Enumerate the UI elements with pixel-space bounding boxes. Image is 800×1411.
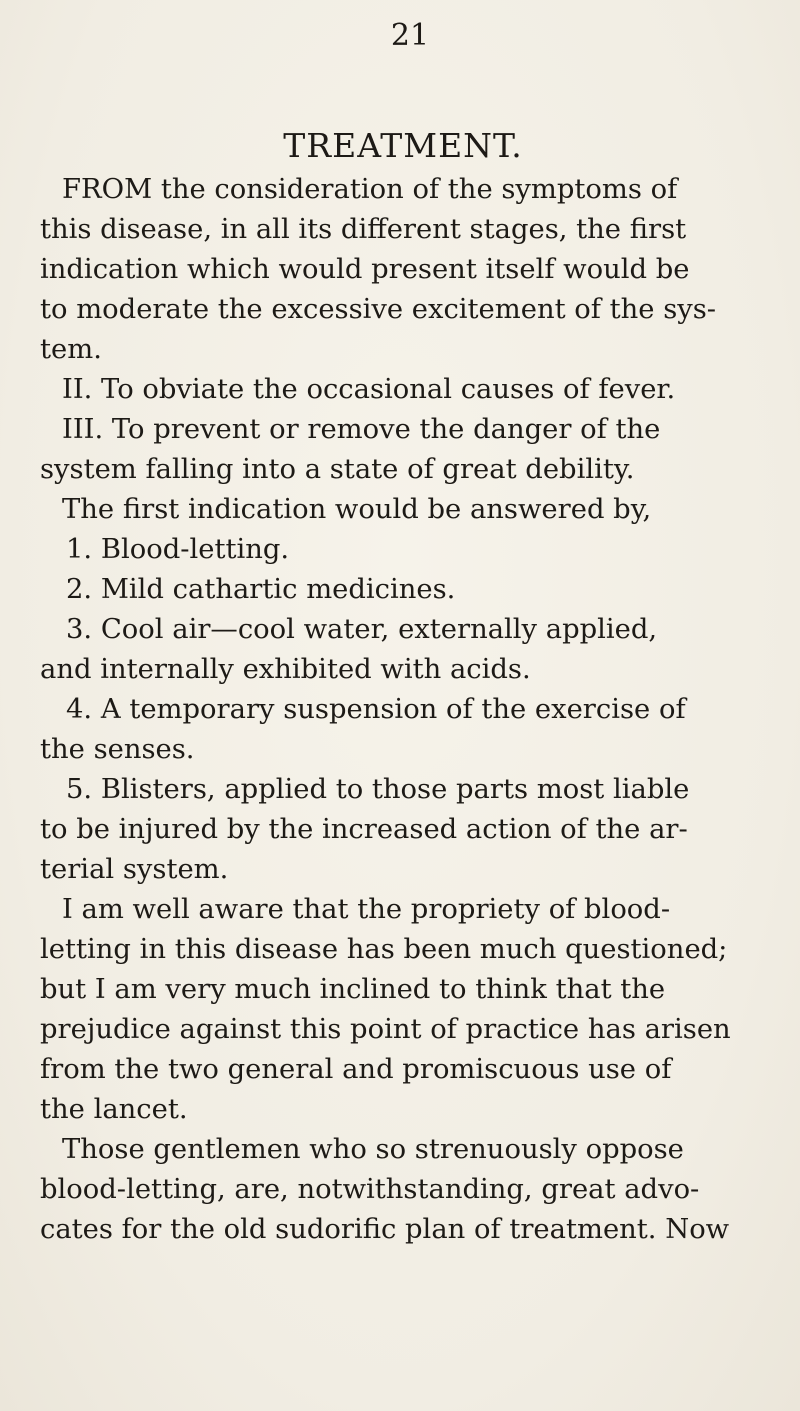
text-line: to moderate the excessive excitement of the sys-: [40, 294, 717, 325]
text-line: and internally exhibited with acids.: [40, 654, 531, 685]
text-line: from the two general and promiscuous use of: [40, 1054, 672, 1085]
text-line: The first indication would be answered by,: [62, 494, 652, 525]
text-line: 5. Blisters, applied to those parts most liable: [66, 774, 690, 805]
chapter-title: TREATMENT.: [283, 126, 523, 165]
text-line: tem.: [40, 334, 102, 365]
text-line: I am well aware that the propriety of blood-: [62, 894, 671, 925]
text-line: system falling into a state of great debility.: [40, 454, 635, 485]
text-line: letting in this disease has been much questioned;: [40, 934, 728, 965]
text-line: 4. A temporary suspension of the exercise of: [66, 694, 686, 725]
text-line: to be injured by the increased action of the ar-: [40, 814, 688, 845]
text-line: terial system.: [40, 854, 229, 885]
text-line: 2. Mild cathartic medicines.: [66, 574, 456, 605]
page-number: 21: [390, 18, 430, 53]
text-line: blood-letting, are, notwithstanding, great advo-: [40, 1174, 700, 1205]
text-line: the lancet.: [40, 1094, 188, 1125]
text-line: the senses.: [40, 734, 195, 765]
text-line: this disease, in all its different stages, the first: [40, 214, 687, 245]
text-line: FROM the consideration of the symptoms of: [62, 174, 678, 205]
text-line: but I am very much inclined to think that the: [40, 974, 666, 1005]
text-line: prejudice against this point of practice has arisen: [40, 1014, 731, 1045]
text-line: 1. Blood-letting.: [66, 534, 290, 565]
text-line: Those gentlemen who so strenuously oppose: [62, 1134, 684, 1165]
text-line: indication which would present itself would be: [40, 254, 690, 285]
text-line: III. To prevent or remove the danger of the: [62, 414, 661, 445]
text-line: II. To obviate the occasional causes of fever.: [62, 374, 676, 405]
text-line: 3. Cool air—cool water, externally applied,: [66, 614, 658, 645]
text-line: cates for the old sudorific plan of treatment. Now: [40, 1214, 730, 1245]
